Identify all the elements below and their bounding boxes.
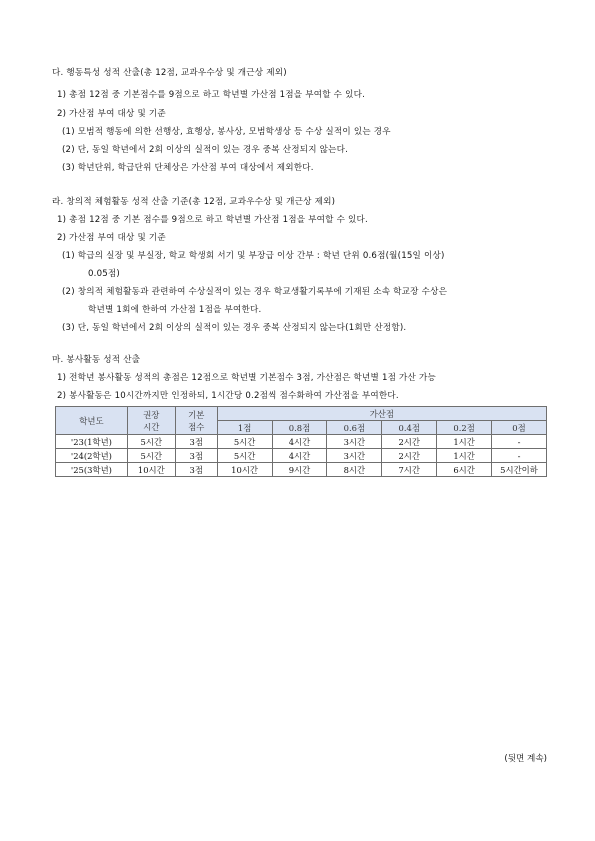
section-line: 2) 봉사활동은 10시간까지만 인정하되, 1시간당 0.2점씩 점수화하여 가산점을 부여한다. — [57, 391, 399, 401]
table-cell: '23(1학년) — [56, 435, 128, 449]
table-cell: '25(3학년) — [56, 463, 128, 477]
section-line: 학년별 1회에 한하여 가산점 1점을 부여한다. — [88, 305, 262, 315]
table-row — [56, 463, 547, 477]
table-cell: 5시간이하 — [492, 463, 547, 477]
section-heading-behavior: 다. 행동특성 성적 산출(총 12점, 교과우수상 및 개근상 제외) — [52, 68, 287, 78]
volunteer-hours-table — [55, 406, 547, 477]
header-bonus-col: 0.4점 — [382, 421, 437, 435]
section-line: (3) 학년단위, 학급단위 단체상은 가산점 부여 대상에서 제외한다. — [62, 163, 314, 173]
table-cell: 3시간 — [327, 435, 382, 449]
section-line: 2) 가산점 부여 대상 및 기준 — [57, 109, 166, 119]
header-base-score: 기본 점수 — [175, 407, 217, 435]
table-cell: 3점 — [175, 435, 217, 449]
table-cell: 9시간 — [272, 463, 327, 477]
section-heading-volunteer: 마. 봉사활동 성적 산출 — [52, 355, 141, 365]
header-bonus-col: 0.6점 — [327, 421, 382, 435]
section-line: (1) 모범적 행동에 의한 선행상, 효행상, 봉사상, 모범학생상 등 수상 실적이 있는 경우 — [62, 127, 391, 137]
table-cell: 7시간 — [382, 463, 437, 477]
table-cell: 5시간 — [217, 435, 272, 449]
section-line: 1) 총점 12점 중 기본 점수를 9점으로 하고 학년별 가산점 1점을 부여할 수 있다. — [57, 215, 368, 225]
section-line: (2) 창의적 체험활동과 관련하여 수상실적이 있는 경우 학교생활기록부에 기재된 소속 학교장 수상은 — [62, 287, 448, 297]
table-row — [56, 449, 547, 463]
table-cell: 5시간 — [217, 449, 272, 463]
continued-note: (뒷면 계속) — [504, 754, 547, 764]
table-cell: - — [492, 435, 547, 449]
header-grade: 학년도 — [56, 407, 128, 435]
header-bonus-col: 0.2점 — [437, 421, 492, 435]
table-cell: 1시간 — [437, 449, 492, 463]
section-line: 1) 총점 12점 중 기본점수를 9점으로 하고 학년별 가산점 1점을 부여할 수 있다. — [57, 90, 366, 100]
header-recommended-hours: 권장 시간 — [127, 407, 175, 435]
table-cell: 6시간 — [437, 463, 492, 477]
section-line: 0.05점) — [88, 269, 120, 279]
table-cell: 3시간 — [327, 449, 382, 463]
header-bonus: 가산점 — [217, 407, 546, 421]
table-cell: 4시간 — [272, 435, 327, 449]
header-bonus-col: 0점 — [492, 421, 547, 435]
table-cell: 5시간 — [127, 435, 175, 449]
table-cell: 10시간 — [217, 463, 272, 477]
table-row — [56, 435, 547, 449]
table-cell: 8시간 — [327, 463, 382, 477]
header-bonus-col: 0.8점 — [272, 421, 327, 435]
table-cell: - — [492, 449, 547, 463]
table-cell: 3점 — [175, 449, 217, 463]
table-cell: '24(2학년) — [56, 449, 128, 463]
section-line: (2) 단, 동일 학년에서 2회 이상의 실적이 있는 경우 중복 산정되지 않는다. — [62, 145, 349, 155]
section-heading-creative: 라. 창의적 체험활동 성적 산출 기준(총 12점, 교과우수상 및 개근상 제외) — [52, 197, 336, 207]
table-cell: 2시간 — [382, 435, 437, 449]
table-cell: 2시간 — [382, 449, 437, 463]
section-line: 2) 가산점 부여 대상 및 기준 — [57, 233, 166, 243]
table-cell: 3점 — [175, 463, 217, 477]
table-cell: 4시간 — [272, 449, 327, 463]
table-cell: 1시간 — [437, 435, 492, 449]
section-line: (1) 학급의 실장 및 부실장, 학교 학생회 서기 및 부장급 이상 간부 : 학년 단위 0.6점(월(15일 이상) — [62, 251, 445, 261]
table-cell: 10시간 — [127, 463, 175, 477]
section-line: 1) 전학년 봉사활동 성적의 총점은 12점으로 학년별 기본점수 3점, 가산점은 학년별 1점 가산 가능 — [57, 373, 436, 383]
section-line: (3) 단, 동일 학년에서 2회 이상의 실적이 있는 경우 중복 산정되지 않는다(1회만 산정함). — [62, 323, 407, 333]
header-bonus-col: 1점 — [217, 421, 272, 435]
table-cell: 5시간 — [127, 449, 175, 463]
